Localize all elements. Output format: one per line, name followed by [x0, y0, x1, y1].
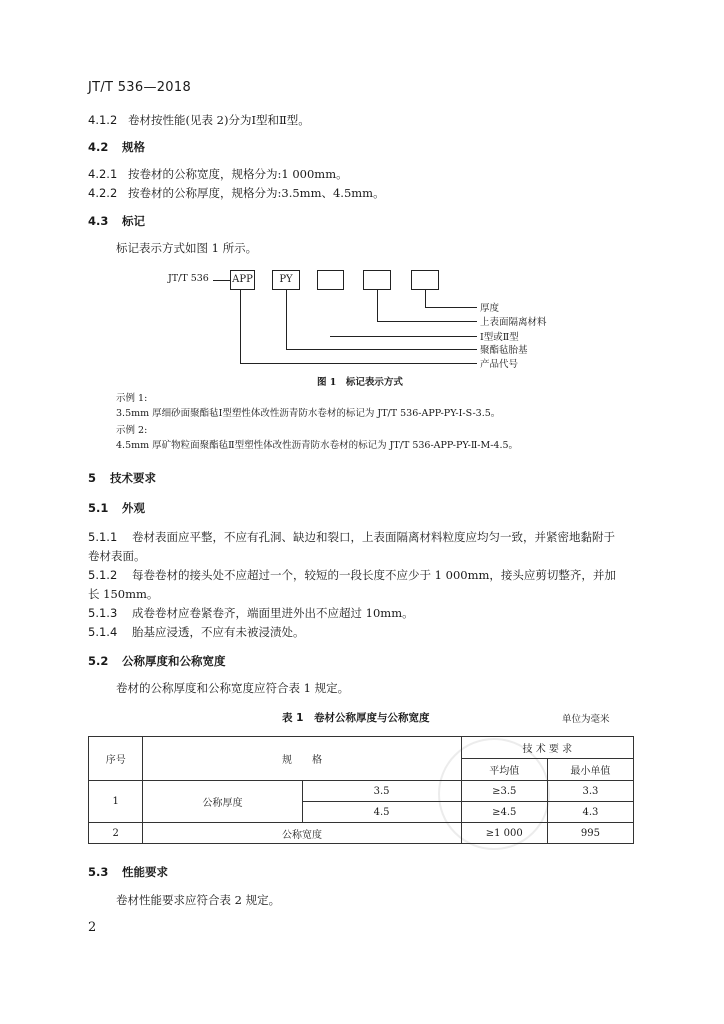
- clause-number: 5.1.4: [88, 625, 118, 639]
- leader-base-h: [286, 349, 477, 350]
- legend-surface: 上表面隔离材料: [480, 317, 547, 328]
- example-2-label: 示例 2:: [116, 425, 148, 436]
- box-type: [317, 270, 344, 290]
- clause-text: 胎基应浸透，不应有未被浸渍处。: [132, 625, 305, 639]
- th-spec: 规 格: [143, 737, 461, 781]
- perf-intro-text: 卷材性能要求应符合表 2 规定。: [116, 893, 281, 907]
- legend-type: Ⅰ型或Ⅱ型: [480, 332, 519, 343]
- table-1-unit: 单位为毫米: [562, 714, 610, 725]
- cell-avg: ≥4.5: [461, 802, 547, 823]
- heading-5: [88, 470, 156, 486]
- dash-line: [213, 280, 230, 281]
- legend-base: 聚酯毡胎基: [480, 345, 528, 356]
- clause-text: 每卷卷材的接头处不应超过一个，较短的一段长度不应少于 1 000mm，接头应剪切整齐，并加: [132, 568, 616, 582]
- clause-text: 卷材按性能(见表 2)分为Ⅰ型和Ⅱ型。: [128, 113, 310, 127]
- standard-number: JT/T 536—2018: [88, 80, 192, 95]
- th-avg: 平均值: [461, 759, 547, 781]
- heading-number: 4.2: [88, 140, 109, 154]
- leader-base-v: [286, 290, 287, 350]
- clause-5-1-1: [88, 529, 615, 545]
- cell-avg: ≥3.5: [461, 781, 547, 802]
- figure-intro-text: 标记表示方式如图 1 所示。: [116, 241, 258, 255]
- heading-title: 标记: [122, 214, 145, 228]
- heading-4-2: [88, 139, 145, 155]
- figure-prefix: JT/T 536: [168, 273, 209, 284]
- example-1-label: 示例 1:: [116, 393, 148, 404]
- cell-name: 公称宽度: [143, 823, 461, 844]
- table-row: [89, 823, 634, 844]
- clause-text: 按卷材的公称宽度，规格分为:1 000mm。: [128, 167, 348, 181]
- leader-thickness-v: [425, 290, 426, 308]
- clause-5-1-4: [88, 624, 305, 640]
- clause-number: 4.2.2: [88, 186, 118, 200]
- leader-surface-v: [377, 290, 378, 322]
- cell-avg: ≥1 000: [461, 823, 547, 844]
- cell-min: 3.3: [547, 781, 633, 802]
- table-1: [88, 736, 634, 844]
- heading-4-3: [88, 213, 145, 229]
- clause-4-1-2: [88, 112, 310, 128]
- heading-number: 5.1: [88, 501, 109, 515]
- table-row: [89, 781, 634, 802]
- cell-spec: 4.5: [302, 802, 461, 823]
- figure-caption: 图 1 标记表示方式: [317, 377, 403, 388]
- clause-number: 4.1.2: [88, 113, 118, 127]
- heading-5-2: [88, 653, 226, 669]
- clause-5-1-2: [88, 567, 616, 583]
- box-thickness: [411, 270, 439, 290]
- th-seq: 序号: [89, 737, 143, 781]
- clause-5-1-3: [88, 605, 414, 621]
- heading-5-1: [88, 500, 145, 516]
- box-surface: [363, 270, 391, 290]
- clause-text: 按卷材的公称厚度，规格分为:3.5mm、4.5mm。: [128, 186, 385, 200]
- heading-number: 5.3: [88, 865, 109, 879]
- heading-number: 5: [88, 471, 97, 485]
- cell-name: 公称厚度: [143, 781, 302, 823]
- heading-number: 5.2: [88, 654, 109, 668]
- cell-seq: 2: [89, 823, 143, 844]
- heading-number: 4.3: [88, 214, 109, 228]
- leader-thickness-h: [425, 307, 477, 308]
- table-1-title: 表 1 卷材公称厚度与公称宽度: [282, 712, 430, 724]
- clause-text: 卷材表面应平整，不应有孔洞、缺边和裂口，上表面隔离材料粒度应均匀一致，并紧密地黏附于: [132, 530, 615, 544]
- clause-number: 5.1.1: [88, 530, 118, 544]
- heading-title: 技术要求: [110, 471, 156, 485]
- clause-4-2-1: [88, 166, 348, 182]
- heading-title: 外观: [122, 501, 145, 515]
- legend-thickness: 厚度: [480, 303, 500, 314]
- heading-5-3: [88, 864, 168, 880]
- cell-min: 995: [547, 823, 633, 844]
- cell-min: 4.3: [547, 802, 633, 823]
- leader-surface-h: [377, 321, 477, 322]
- legend-code: 产品代号: [480, 359, 519, 370]
- heading-title: 公称厚度和公称宽度: [122, 654, 226, 668]
- clause-number: 4.2.1: [88, 167, 118, 181]
- box-product-code: APP: [230, 270, 255, 290]
- leader-code-h: [240, 363, 477, 364]
- heading-title: 规格: [122, 140, 145, 154]
- leader-code-v: [240, 290, 241, 364]
- cell-seq: 1: [89, 781, 143, 823]
- clause-5-1-1-cont: 卷材表面。: [88, 549, 146, 563]
- box-tire-base: PY: [272, 270, 300, 290]
- table-intro-text: 卷材的公称厚度和公称宽度应符合表 1 规定。: [116, 681, 350, 695]
- th-tech-req: 技 术 要 求: [461, 737, 633, 759]
- example-1-text: 3.5mm 厚细砂面聚酯毡Ⅰ型塑性体改性沥青防水卷材的标记为 JT/T 536-APP-PY-Ⅰ-S-3.5。: [116, 408, 501, 419]
- heading-title: 性能要求: [122, 865, 168, 879]
- clause-number: 5.1.2: [88, 568, 118, 582]
- clause-text: 成卷卷材应卷紧卷齐，端面里进外出不应超过 10mm。: [132, 606, 414, 620]
- example-2-text: 4.5mm 厚矿物粒面聚酯毡Ⅱ型塑性体改性沥青防水卷材的标记为 JT/T 536-APP-PY-Ⅱ-M-4.5。: [116, 440, 519, 451]
- clause-4-2-2: [88, 185, 385, 201]
- cell-spec: 3.5: [302, 781, 461, 802]
- leader-type-h: [330, 336, 477, 337]
- clause-number: 5.1.3: [88, 606, 118, 620]
- page-number: 2: [88, 920, 97, 935]
- clause-5-1-2-cont: 长 150mm。: [88, 587, 159, 601]
- th-min: 最小单值: [547, 759, 633, 781]
